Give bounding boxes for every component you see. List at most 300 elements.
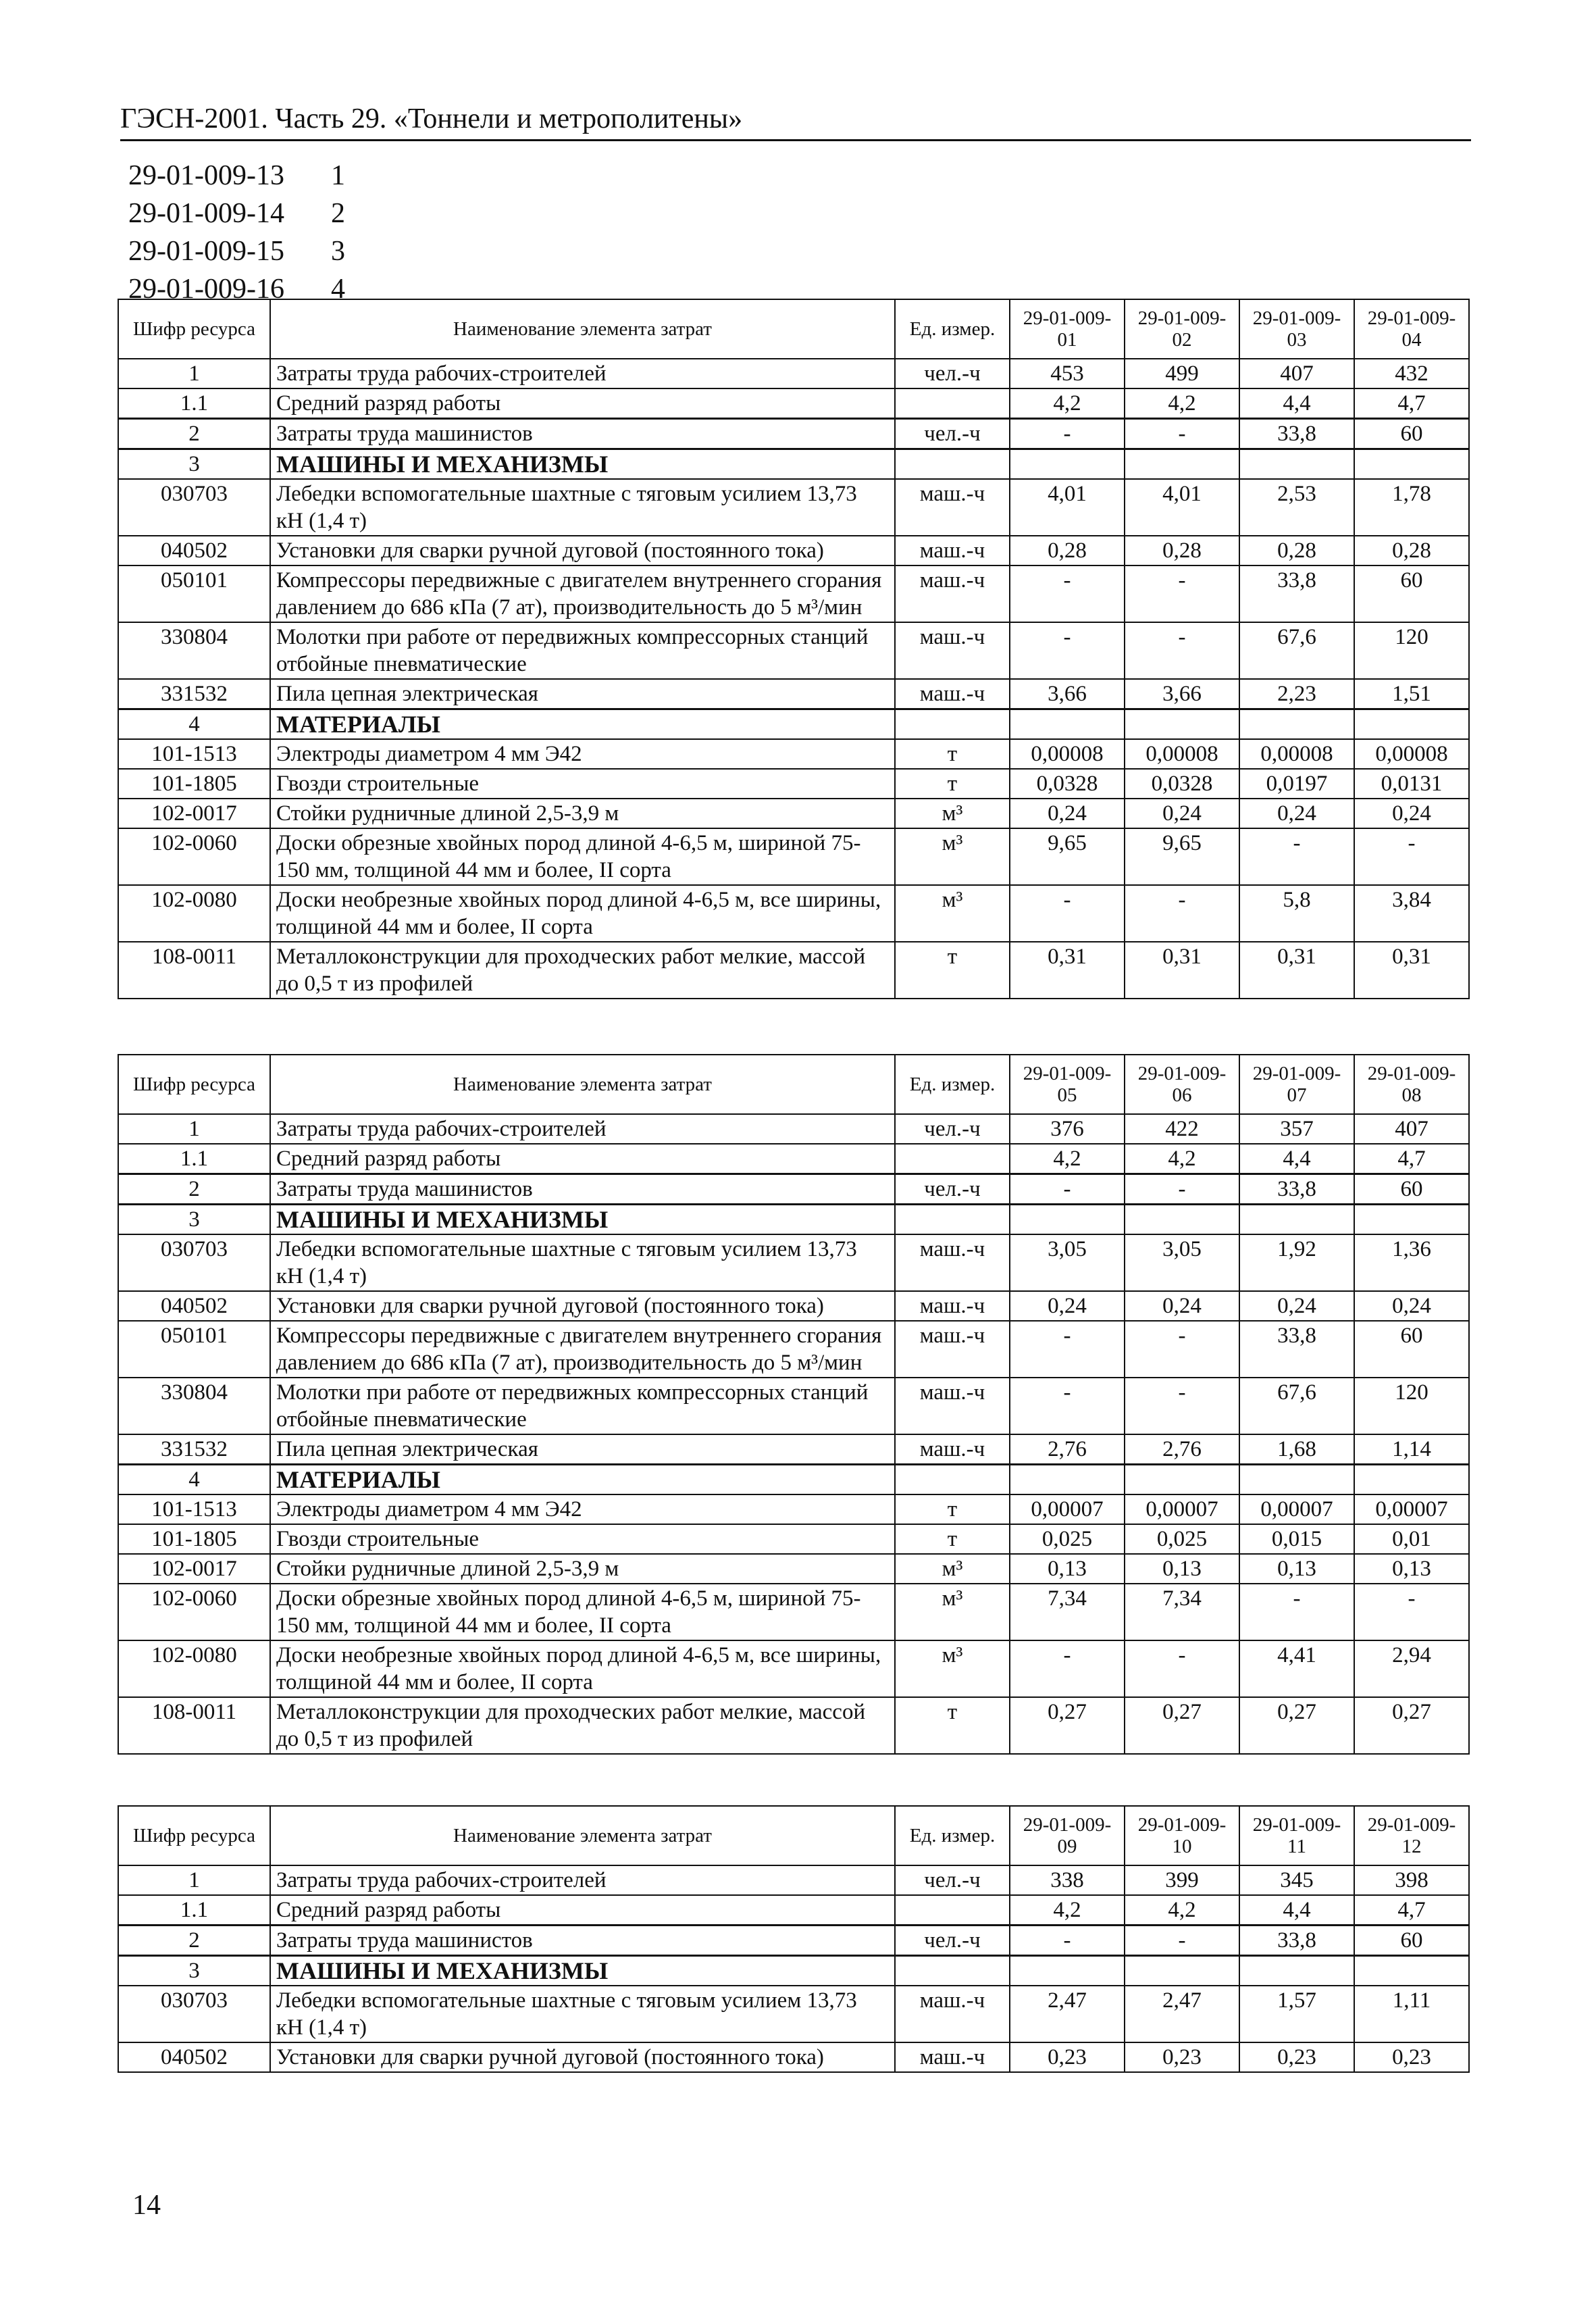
- norm-number: 4: [331, 274, 345, 305]
- col-header-unit: Ед. измер.: [895, 299, 1010, 359]
- norm-value: 2,76: [1010, 1434, 1125, 1465]
- norm-code-list: [128, 157, 371, 308]
- table-row: [118, 1205, 1469, 1235]
- resource-name: Затраты труда машинистов: [270, 1174, 895, 1205]
- resource-code: 040502: [118, 1291, 270, 1321]
- resource-unit: м³: [895, 799, 1010, 828]
- resource-unit: м³: [895, 1554, 1010, 1584]
- norm-value: 0,13: [1125, 1554, 1239, 1584]
- norm-value: 60: [1354, 1321, 1469, 1378]
- norm-value: 0,00008: [1354, 739, 1469, 769]
- table-row: [118, 1865, 1469, 1895]
- resource-code: 330804: [118, 622, 270, 679]
- resource-name: Затраты труда машинистов: [270, 419, 895, 449]
- norm-value: 4,4: [1239, 1895, 1354, 1926]
- norm-value: 4,7: [1354, 388, 1469, 419]
- norm-value: [1239, 449, 1354, 480]
- resource-code: 3: [118, 449, 270, 480]
- table-row: [118, 1234, 1469, 1291]
- table-row: [118, 1465, 1469, 1495]
- table-row: [118, 1434, 1469, 1465]
- norm-value: 0,13: [1354, 1554, 1469, 1584]
- norm-value: 4,01: [1125, 479, 1239, 536]
- norm-value: 399: [1125, 1865, 1239, 1895]
- table-header-row: [118, 1806, 1469, 1865]
- resource-code: 102-0080: [118, 1640, 270, 1697]
- resource-code: 101-1513: [118, 1494, 270, 1524]
- resource-name: Затраты труда рабочих-строителей: [270, 1865, 895, 1895]
- norm-value: 33,8: [1239, 1926, 1354, 1956]
- resource-name: Установки для сварки ручной дуговой (постоянного тока): [270, 1291, 895, 1321]
- table-row: [118, 359, 1469, 388]
- norm-value: 0,00007: [1354, 1494, 1469, 1524]
- norm-code: 29-01-009-14: [128, 198, 284, 229]
- resource-unit: м³: [895, 1640, 1010, 1697]
- norm-value: [1125, 709, 1239, 740]
- resource-name: Компрессоры передвижные с двигателем внутреннего сгорания давлением до 686 кПа (7 ат), производительность до 5 м³/мин: [270, 565, 895, 622]
- norm-value: 407: [1239, 359, 1354, 388]
- resource-code: 030703: [118, 1986, 270, 2042]
- norm-value: [1125, 1205, 1239, 1235]
- norm-value: -: [1010, 1640, 1125, 1697]
- norm-value: 7,34: [1010, 1584, 1125, 1640]
- norm-value: [1125, 449, 1239, 480]
- norm-value: -: [1010, 1321, 1125, 1378]
- norm-value: 0,27: [1354, 1697, 1469, 1754]
- norm-value: 1,11: [1354, 1986, 1469, 2042]
- col-header-norm: 29-01-009-10: [1125, 1806, 1239, 1865]
- norm-value: 0,27: [1125, 1697, 1239, 1754]
- norm-value: 453: [1010, 359, 1125, 388]
- resource-code: 102-0017: [118, 1554, 270, 1584]
- norm-value: 4,01: [1010, 479, 1125, 536]
- resource-code: 101-1513: [118, 739, 270, 769]
- norm-value: 0,13: [1010, 1554, 1125, 1584]
- norm-value: [1010, 449, 1125, 480]
- norm-value: [1239, 1956, 1354, 1986]
- table-row: [118, 536, 1469, 565]
- page-header: [120, 101, 1471, 141]
- resource-code: 331532: [118, 679, 270, 709]
- norm-value: 376: [1010, 1114, 1125, 1144]
- norm-code-row: [128, 195, 371, 232]
- resource-unit: маш.-ч: [895, 2042, 1010, 2072]
- norm-code: 29-01-009-13: [128, 160, 284, 191]
- resource-name: Установки для сварки ручной дуговой (постоянного тока): [270, 2042, 895, 2072]
- resource-unit: чел.-ч: [895, 1865, 1010, 1895]
- norm-value: 60: [1354, 1926, 1469, 1956]
- resource-code: 101-1805: [118, 769, 270, 799]
- resource-code: 102-0060: [118, 1584, 270, 1640]
- norm-number: 1: [331, 160, 345, 191]
- norm-value: 338: [1010, 1865, 1125, 1895]
- resource-name: Молотки при работе от передвижных компрессорных станций отбойные пневматические: [270, 622, 895, 679]
- norm-value: [1239, 1465, 1354, 1495]
- norm-value: 4,2: [1125, 388, 1239, 419]
- norm-value: 0,24: [1354, 1291, 1469, 1321]
- norm-value: -: [1125, 1926, 1239, 1956]
- norm-number: 2: [331, 198, 345, 229]
- norm-value: 33,8: [1239, 1321, 1354, 1378]
- resource-unit: [895, 1205, 1010, 1235]
- table-row: [118, 1378, 1469, 1434]
- resource-name: Средний разряд работы: [270, 1895, 895, 1926]
- resource-unit: маш.-ч: [895, 1291, 1010, 1321]
- resource-unit: т: [895, 739, 1010, 769]
- norm-value: 0,27: [1239, 1697, 1354, 1754]
- norm-value: 67,6: [1239, 1378, 1354, 1434]
- resource-unit: [895, 709, 1010, 740]
- norm-value: -: [1125, 885, 1239, 942]
- norm-value: 3,05: [1010, 1234, 1125, 1291]
- resource-unit: [895, 1895, 1010, 1926]
- resource-unit: маш.-ч: [895, 1234, 1010, 1291]
- norm-value: [1354, 1956, 1469, 1986]
- resource-unit: маш.-ч: [895, 1321, 1010, 1378]
- table-row: [118, 885, 1469, 942]
- resource-unit: маш.-ч: [895, 1986, 1010, 2042]
- resource-name: Металлоконструкции для проходческих работ мелкие, массой до 0,5 т из профилей: [270, 942, 895, 999]
- resource-unit: маш.-ч: [895, 536, 1010, 565]
- table-row: [118, 622, 1469, 679]
- col-header-norm: 29-01-009-01: [1010, 299, 1125, 359]
- norm-value: [1354, 1465, 1469, 1495]
- resource-code: 3: [118, 1205, 270, 1235]
- norm-value: 432: [1354, 359, 1469, 388]
- table-row: [118, 2042, 1469, 2072]
- norm-value: 0,00007: [1125, 1494, 1239, 1524]
- norm-value: 0,31: [1239, 942, 1354, 999]
- norm-value: -: [1010, 565, 1125, 622]
- norm-value: 0,28: [1239, 536, 1354, 565]
- resource-name: Средний разряд работы: [270, 388, 895, 419]
- col-header-unit: Ед. измер.: [895, 1806, 1010, 1865]
- resource-name: Металлоконструкции для проходческих работ мелкие, массой до 0,5 т из профилей: [270, 1697, 895, 1754]
- norm-value: -: [1125, 565, 1239, 622]
- resource-table-1: [118, 299, 1470, 999]
- table-row: [118, 1524, 1469, 1554]
- resource-name: Гвозди строительные: [270, 769, 895, 799]
- resource-name: Доски обрезные хвойных пород длиной 4-6,5 м, шириной 75-150 мм, толщиной 44 мм и более, II сорта: [270, 828, 895, 885]
- col-header-name: Наименование элемента затрат: [270, 299, 895, 359]
- col-header-norm: 29-01-009-02: [1125, 299, 1239, 359]
- resource-code: 050101: [118, 1321, 270, 1378]
- resource-code: 101-1805: [118, 1524, 270, 1554]
- resource-name: Затраты труда рабочих-строителей: [270, 359, 895, 388]
- norm-value: 33,8: [1239, 419, 1354, 449]
- resource-code: 102-0060: [118, 828, 270, 885]
- norm-value: -: [1354, 828, 1469, 885]
- norm-value: 0,01: [1354, 1524, 1469, 1554]
- norm-value: 0,0328: [1125, 769, 1239, 799]
- resource-unit: маш.-ч: [895, 1434, 1010, 1465]
- norm-value: 407: [1354, 1114, 1469, 1144]
- norm-value: 0,025: [1125, 1524, 1239, 1554]
- resource-unit: м³: [895, 885, 1010, 942]
- norm-value: 0,015: [1239, 1524, 1354, 1554]
- norm-value: -: [1010, 885, 1125, 942]
- norm-value: 357: [1239, 1114, 1354, 1144]
- norm-value: 3,84: [1354, 885, 1469, 942]
- resource-code: 4: [118, 709, 270, 740]
- resource-unit: чел.-ч: [895, 1926, 1010, 1956]
- table-row: [118, 709, 1469, 740]
- table-row: [118, 449, 1469, 480]
- norm-value: 2,53: [1239, 479, 1354, 536]
- norm-value: [1239, 1205, 1354, 1235]
- resource-code: 331532: [118, 1434, 270, 1465]
- norm-value: -: [1010, 622, 1125, 679]
- norm-value: -: [1010, 1174, 1125, 1205]
- table-row: [118, 799, 1469, 828]
- norm-value: -: [1354, 1584, 1469, 1640]
- col-header-unit: Ед. измер.: [895, 1055, 1010, 1114]
- resource-table-3: [118, 1805, 1470, 2073]
- norm-value: -: [1125, 1174, 1239, 1205]
- table-row: [118, 769, 1469, 799]
- resource-name: Установки для сварки ручной дуговой (постоянного тока): [270, 536, 895, 565]
- norm-value: 4,2: [1010, 1144, 1125, 1174]
- norm-value: 1,68: [1239, 1434, 1354, 1465]
- page-header-title: ГЭСН-2001. Часть 29. «Тоннели и метрополитены»: [120, 103, 743, 134]
- norm-value: -: [1125, 1378, 1239, 1434]
- norm-number: 3: [331, 236, 345, 267]
- resource-name: Гвозди строительные: [270, 1524, 895, 1554]
- resource-unit: [895, 388, 1010, 419]
- resource-unit: маш.-ч: [895, 479, 1010, 536]
- norm-value: 67,6: [1239, 622, 1354, 679]
- norm-value: 2,94: [1354, 1640, 1469, 1697]
- norm-value: 4,4: [1239, 388, 1354, 419]
- norm-value: 1,14: [1354, 1434, 1469, 1465]
- resource-unit: т: [895, 1697, 1010, 1754]
- resource-code: 1.1: [118, 388, 270, 419]
- table-header-row: [118, 1055, 1469, 1114]
- resource-code: 030703: [118, 1234, 270, 1291]
- col-header-norm: 29-01-009-04: [1354, 299, 1469, 359]
- resource-table-2: [118, 1054, 1470, 1755]
- norm-value: 1,92: [1239, 1234, 1354, 1291]
- resource-name: Доски необрезные хвойных пород длиной 4-6,5 м, все ширины, толщиной 44 мм и более, II сорта: [270, 1640, 895, 1697]
- norm-value: 0,24: [1239, 1291, 1354, 1321]
- norm-value: [1354, 449, 1469, 480]
- norm-value: 422: [1125, 1114, 1239, 1144]
- resource-code: 102-0080: [118, 885, 270, 942]
- resource-code: 4: [118, 1465, 270, 1495]
- norm-value: 0,13: [1239, 1554, 1354, 1584]
- norm-value: 60: [1354, 419, 1469, 449]
- norm-code: 29-01-009-16: [128, 274, 284, 305]
- norm-value: 0,24: [1125, 1291, 1239, 1321]
- norm-value: -: [1125, 622, 1239, 679]
- norm-value: 5,8: [1239, 885, 1354, 942]
- resource-code: 2: [118, 419, 270, 449]
- table-row: [118, 942, 1469, 999]
- resource-name: Пила цепная электрическая: [270, 679, 895, 709]
- resource-unit: маш.-ч: [895, 565, 1010, 622]
- norm-value: 2,47: [1010, 1986, 1125, 2042]
- resource-name: Доски необрезные хвойных пород длиной 4-6,5 м, все ширины, толщиной 44 мм и более, II сорта: [270, 885, 895, 942]
- norm-value: 0,31: [1125, 942, 1239, 999]
- resource-unit: чел.-ч: [895, 359, 1010, 388]
- resource-unit: т: [895, 1494, 1010, 1524]
- resource-unit: [895, 1956, 1010, 1986]
- norm-value: -: [1125, 1321, 1239, 1378]
- table-row: [118, 1114, 1469, 1144]
- table-row: [118, 1554, 1469, 1584]
- norm-value: 33,8: [1239, 1174, 1354, 1205]
- norm-value: 1,51: [1354, 679, 1469, 709]
- table-row: [118, 1584, 1469, 1640]
- resource-code: 330804: [118, 1378, 270, 1434]
- norm-value: 0,025: [1010, 1524, 1125, 1554]
- resource-name: Затраты труда рабочих-строителей: [270, 1114, 895, 1144]
- resource-name: Пила цепная электрическая: [270, 1434, 895, 1465]
- col-header-name: Наименование элемента затрат: [270, 1806, 895, 1865]
- norm-value: 0,0328: [1010, 769, 1125, 799]
- norm-value: 0,23: [1354, 2042, 1469, 2072]
- table-row: [118, 1494, 1469, 1524]
- resource-name: Лебедки вспомогательные шахтные с тяговым усилием 13,73 кН (1,4 т): [270, 479, 895, 536]
- norm-value: 0,27: [1010, 1697, 1125, 1754]
- col-header-norm: 29-01-009-07: [1239, 1055, 1354, 1114]
- norm-value: 0,23: [1125, 2042, 1239, 2072]
- col-header-norm: 29-01-009-06: [1125, 1055, 1239, 1114]
- norm-value: 0,24: [1125, 799, 1239, 828]
- norm-value: 0,00007: [1239, 1494, 1354, 1524]
- resource-code: 108-0011: [118, 942, 270, 999]
- norm-value: [1239, 709, 1354, 740]
- table-row: [118, 1640, 1469, 1697]
- resource-unit: маш.-ч: [895, 679, 1010, 709]
- resource-code: 050101: [118, 565, 270, 622]
- norm-value: 499: [1125, 359, 1239, 388]
- norm-value: -: [1010, 1926, 1125, 1956]
- resource-unit: маш.-ч: [895, 1378, 1010, 1434]
- norm-value: 3,66: [1125, 679, 1239, 709]
- table-header-row: [118, 299, 1469, 359]
- norm-value: 4,7: [1354, 1895, 1469, 1926]
- table-row: [118, 565, 1469, 622]
- resource-name: МАШИНЫ И МЕХАНИЗМЫ: [270, 449, 895, 480]
- resource-unit: т: [895, 769, 1010, 799]
- table-row: [118, 1174, 1469, 1205]
- resource-name: Стойки рудничные длиной 2,5-3,9 м: [270, 1554, 895, 1584]
- norm-value: -: [1125, 419, 1239, 449]
- norm-value: 60: [1354, 1174, 1469, 1205]
- norm-value: 4,2: [1010, 388, 1125, 419]
- resource-code: 1: [118, 1865, 270, 1895]
- resource-name: Электроды диаметром 4 мм Э42: [270, 1494, 895, 1524]
- norm-value: 0,0131: [1354, 769, 1469, 799]
- resource-code: 030703: [118, 479, 270, 536]
- norm-value: [1010, 1956, 1125, 1986]
- resource-unit: т: [895, 942, 1010, 999]
- resource-code: 3: [118, 1956, 270, 1986]
- norm-value: 1,36: [1354, 1234, 1469, 1291]
- resource-code: 2: [118, 1174, 270, 1205]
- norm-value: 0,23: [1010, 2042, 1125, 2072]
- resource-unit: [895, 449, 1010, 480]
- col-header-name: Наименование элемента затрат: [270, 1055, 895, 1114]
- norm-value: 7,34: [1125, 1584, 1239, 1640]
- norm-value: 120: [1354, 1378, 1469, 1434]
- norm-value: 0,31: [1010, 942, 1125, 999]
- norm-value: [1010, 1465, 1125, 1495]
- resource-unit: м³: [895, 828, 1010, 885]
- resource-name: МАШИНЫ И МЕХАНИЗМЫ: [270, 1956, 895, 1986]
- resource-code: 040502: [118, 2042, 270, 2072]
- table-row: [118, 739, 1469, 769]
- resource-code: 1.1: [118, 1895, 270, 1926]
- resource-unit: маш.-ч: [895, 622, 1010, 679]
- norm-value: 1,57: [1239, 1986, 1354, 2042]
- norm-value: 0,00008: [1239, 739, 1354, 769]
- norm-value: [1125, 1956, 1239, 1986]
- table-row: [118, 1291, 1469, 1321]
- resource-unit: [895, 1465, 1010, 1495]
- norm-code: 29-01-009-15: [128, 236, 284, 267]
- norm-value: 0,00007: [1010, 1494, 1125, 1524]
- resource-name: МАТЕРИАЛЫ: [270, 1465, 895, 1495]
- resource-name: Затраты труда машинистов: [270, 1926, 895, 1956]
- norm-value: -: [1010, 1378, 1125, 1434]
- norm-value: 0,28: [1010, 536, 1125, 565]
- norm-value: 4,2: [1125, 1144, 1239, 1174]
- norm-value: 9,65: [1125, 828, 1239, 885]
- resource-name: Лебедки вспомогательные шахтные с тяговым усилием 13,73 кН (1,4 т): [270, 1986, 895, 2042]
- norm-value: 0,23: [1239, 2042, 1354, 2072]
- resource-name: МАТЕРИАЛЫ: [270, 709, 895, 740]
- norm-value: 0,24: [1010, 799, 1125, 828]
- resource-unit: м³: [895, 1584, 1010, 1640]
- norm-value: 60: [1354, 565, 1469, 622]
- norm-value: 1,78: [1354, 479, 1469, 536]
- resource-code: 1.1: [118, 1144, 270, 1174]
- table-row: [118, 388, 1469, 419]
- norm-value: 398: [1354, 1865, 1469, 1895]
- resource-code: 1: [118, 1114, 270, 1144]
- norm-value: 4,2: [1125, 1895, 1239, 1926]
- resource-name: Средний разряд работы: [270, 1144, 895, 1174]
- resource-code: 040502: [118, 536, 270, 565]
- resource-name: Лебедки вспомогательные шахтные с тяговым усилием 13,73 кН (1,4 т): [270, 1234, 895, 1291]
- resource-code: 2: [118, 1926, 270, 1956]
- norm-code-row: [128, 157, 371, 195]
- col-header-resource: Шифр ресурса: [118, 1806, 270, 1865]
- col-header-norm: 29-01-009-12: [1354, 1806, 1469, 1865]
- norm-value: 2,76: [1125, 1434, 1239, 1465]
- resource-name: Электроды диаметром 4 мм Э42: [270, 739, 895, 769]
- norm-value: [1354, 1205, 1469, 1235]
- norm-value: 4,4: [1239, 1144, 1354, 1174]
- norm-value: 3,66: [1010, 679, 1125, 709]
- table-row: [118, 1986, 1469, 2042]
- resource-name: Компрессоры передвижные с двигателем внутреннего сгорания давлением до 686 кПа (7 ат), производительность до 5 м³/мин: [270, 1321, 895, 1378]
- norm-value: 3,05: [1125, 1234, 1239, 1291]
- norm-value: -: [1125, 1640, 1239, 1697]
- col-header-resource: Шифр ресурса: [118, 299, 270, 359]
- norm-value: 4,2: [1010, 1895, 1125, 1926]
- col-header-norm: 29-01-009-11: [1239, 1806, 1354, 1865]
- resource-name: МАШИНЫ И МЕХАНИЗМЫ: [270, 1205, 895, 1235]
- norm-value: 4,41: [1239, 1640, 1354, 1697]
- resource-unit: чел.-ч: [895, 1114, 1010, 1144]
- table-row: [118, 1956, 1469, 1986]
- norm-value: 0,31: [1354, 942, 1469, 999]
- norm-code-row: [128, 232, 371, 270]
- resource-code: 102-0017: [118, 799, 270, 828]
